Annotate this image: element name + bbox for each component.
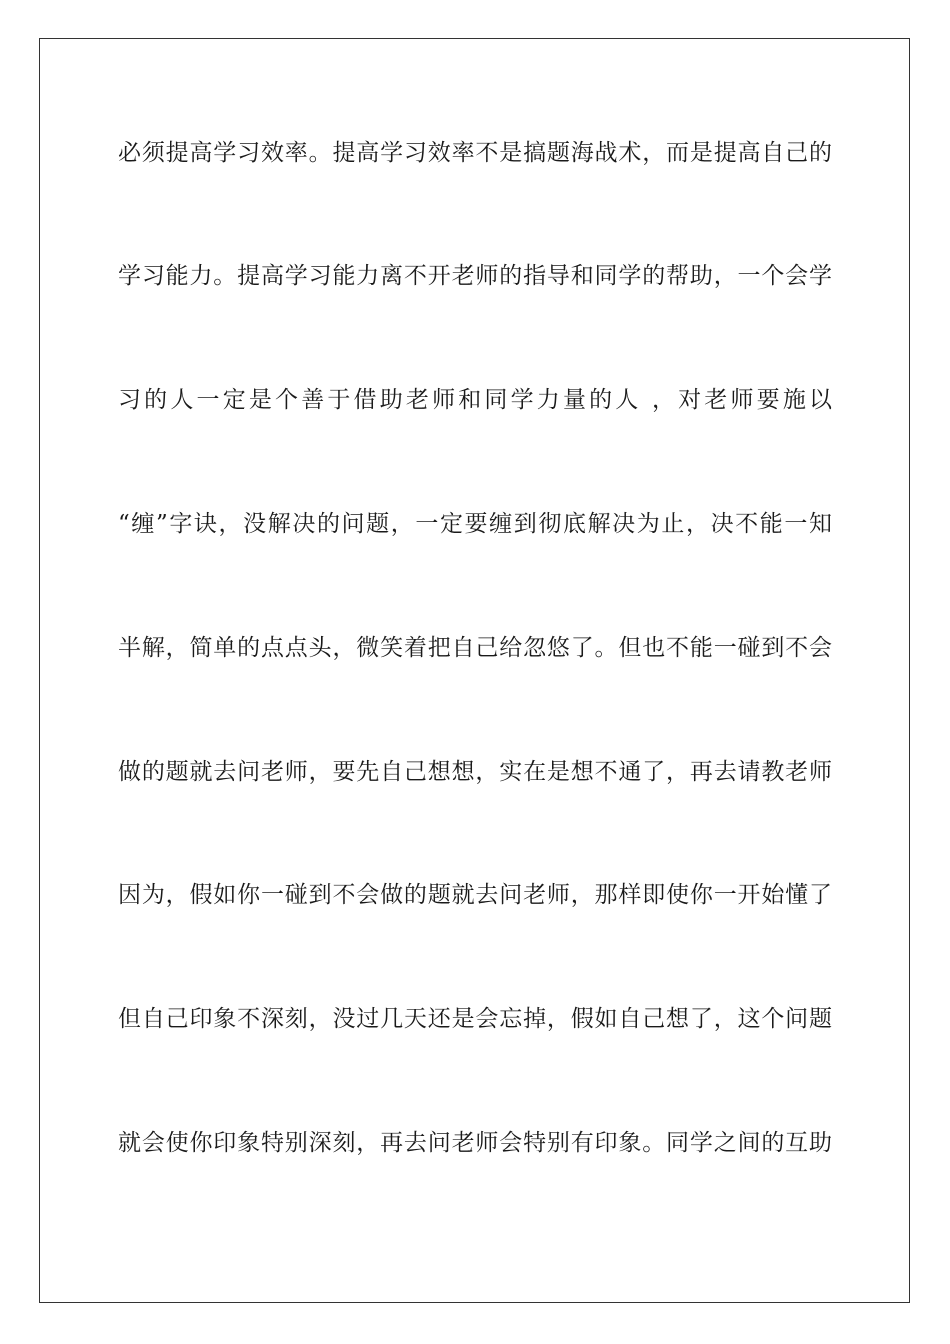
text-line: 因为，假如你一碰到不会做的题就去问老师，那样即使你一开始懂了: [118, 882, 832, 908]
text-line: 半解，简单的点点头，微笑着把自己给忽悠了。但也不能一碰到不会: [118, 635, 832, 661]
text-line: 学习能力。提高学习能力离不开老师的指导和同学的帮助，一个会学: [118, 263, 832, 289]
text-line: 做的题就去问老师，要先自己想想，实在是想不通了，再去请教老师: [118, 759, 832, 785]
page-frame: [39, 38, 910, 1303]
text-line: “缠”字诀，没解决的问题，一定要缠到彻底解决为止，决不能一知: [118, 511, 832, 537]
text-line: 习的人一定是个善于借助老师和同学力量的人 ，对老师要施以: [118, 387, 832, 413]
text-line: 但自己印象不深刻，没过几天还是会忘掉，假如自己想了，这个问题: [118, 1006, 832, 1032]
text-line: 必须提高学习效率。提高学习效率不是搞题海战术，而是提高自己的: [118, 140, 832, 166]
text-line: 就会使你印象特别深刻，再去问老师会特别有印象。同学之间的互助: [118, 1130, 832, 1156]
